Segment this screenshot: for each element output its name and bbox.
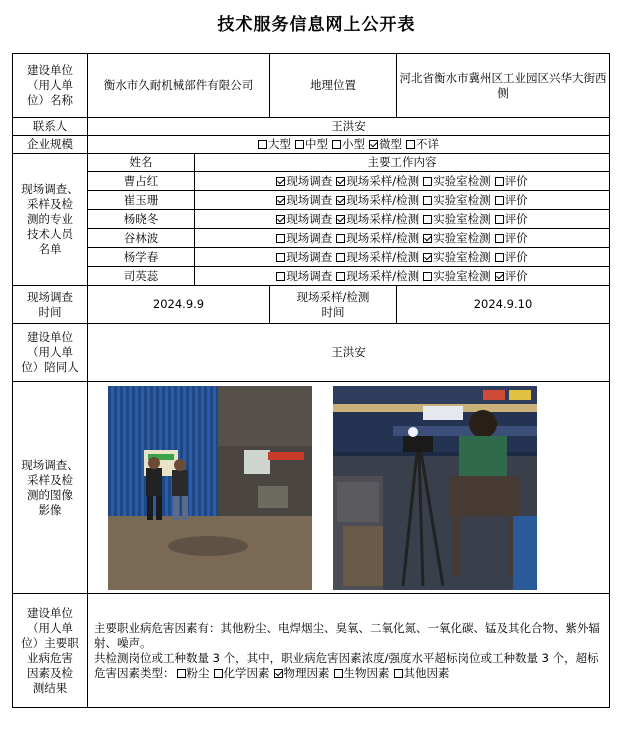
- hazard-type-option: [394, 666, 450, 680]
- staff-row: [13, 267, 610, 286]
- unchecked-box-icon: [258, 140, 267, 149]
- unchecked-box-icon: [276, 272, 285, 281]
- option-label: 物理因素: [283, 665, 330, 680]
- option-label: 小型: [342, 137, 365, 151]
- option-label: 实验室检测: [433, 211, 491, 226]
- unchecked-box-icon: [495, 196, 504, 205]
- staff-work: [195, 229, 610, 248]
- option-label: 评价: [504, 211, 528, 226]
- work-option: [423, 174, 491, 188]
- unchecked-box-icon: [336, 234, 345, 243]
- images-cell: [88, 382, 610, 594]
- checked-box-icon: [274, 669, 283, 678]
- scale-option: [406, 137, 439, 151]
- option-label: 现场采样/检测: [346, 173, 420, 188]
- site-photo-warehouse: [108, 386, 312, 590]
- option-label: 实验室检测: [433, 268, 491, 283]
- scale-option: [258, 137, 291, 151]
- conclusion-line2-text: 共检测岗位或工种数量 3 个，其中，职业病危害因素浓度/强度水平超标岗位或工种数量 3 个，超标危害因素类型：: [94, 650, 599, 680]
- option-label: 评价: [504, 249, 528, 264]
- hazard-type-option: [177, 666, 210, 680]
- contact-label: 联系人: [13, 118, 88, 136]
- staff-row: [13, 229, 610, 248]
- unchecked-box-icon: [276, 234, 285, 243]
- scale-option: [295, 137, 328, 151]
- info-table: [12, 53, 610, 708]
- work-option: [276, 231, 332, 245]
- scale-option: [369, 137, 402, 151]
- scale-label: 企业规模: [13, 136, 88, 154]
- work-option: [495, 174, 528, 188]
- work-option: [423, 212, 491, 226]
- work-option: [336, 231, 419, 245]
- work-option: [336, 269, 419, 283]
- unchecked-box-icon: [336, 272, 345, 281]
- escort-value: 王洪安: [88, 324, 610, 382]
- work-option: [423, 231, 491, 245]
- unchecked-box-icon: [214, 669, 223, 678]
- staff-name: 杨晓冬: [88, 210, 195, 229]
- unchecked-box-icon: [332, 140, 341, 149]
- staff-row: [13, 172, 610, 191]
- staff-label: 现场调查、 采样及检 测的专业 技术人员 名单: [13, 154, 88, 286]
- work-option: [336, 174, 419, 188]
- option-label: 粉尘: [186, 665, 210, 680]
- option-label: 其他因素: [403, 665, 450, 680]
- checked-box-icon: [276, 177, 285, 186]
- checked-box-icon: [336, 177, 345, 186]
- option-label: 现场采样/检测: [346, 230, 420, 245]
- option-label: 化学因素: [223, 665, 270, 680]
- option-label: 中型: [305, 137, 328, 151]
- staff-row: [13, 248, 610, 267]
- unit-label: 建设单位 （用人单 位）名称: [13, 54, 88, 118]
- work-option: [495, 212, 528, 226]
- option-label: 实验室检测: [433, 192, 491, 207]
- contact-value: 王洪安: [88, 118, 610, 136]
- staff-work: [195, 172, 610, 191]
- option-label: 现场调查: [286, 192, 333, 207]
- staff-work: [195, 191, 610, 210]
- option-label: 不详: [416, 137, 439, 151]
- unchecked-box-icon: [495, 253, 504, 262]
- work-column-header: 主要工作内容: [195, 154, 610, 172]
- hazard-type-option: [334, 666, 390, 680]
- hazard-type-options: [175, 666, 452, 680]
- work-option: [276, 212, 332, 226]
- sampling-time-label: 现场采样/检测 时间: [270, 286, 397, 324]
- checked-box-icon: [336, 215, 345, 224]
- unchecked-box-icon: [177, 669, 186, 678]
- page-title: 技术服务信息网上公开表: [217, 15, 416, 35]
- conclusion-cell: [88, 594, 610, 708]
- staff-work: [195, 210, 610, 229]
- work-option: [495, 231, 528, 245]
- checked-box-icon: [336, 196, 345, 205]
- work-option: [495, 193, 528, 207]
- work-option: [336, 212, 419, 226]
- option-label: 实验室检测: [433, 249, 491, 264]
- option-label: 实验室检测: [433, 173, 491, 188]
- option-label: 评价: [504, 268, 528, 283]
- hazard-type-option: [214, 666, 270, 680]
- staff-name: 司英蕊: [88, 267, 195, 286]
- checked-box-icon: [276, 196, 285, 205]
- checked-box-icon: [276, 215, 285, 224]
- work-option: [276, 193, 332, 207]
- option-label: 实验室检测: [433, 230, 491, 245]
- option-label: 现场采样/检测: [346, 192, 420, 207]
- conclusion-label: 建设单位 （用人单 位）主要职 业病危害 因素及检 测结果: [13, 594, 88, 708]
- option-label: 现场调查: [286, 230, 333, 245]
- checked-box-icon: [423, 234, 432, 243]
- unchecked-box-icon: [495, 215, 504, 224]
- option-label: 现场调查: [286, 249, 333, 264]
- option-label: 大型: [268, 137, 291, 151]
- staff-name: 曹占红: [88, 172, 195, 191]
- work-option: [276, 174, 332, 188]
- unchecked-box-icon: [276, 253, 285, 262]
- staff-work: [195, 267, 610, 286]
- sampling-date: 2024.9.10: [397, 286, 610, 324]
- staff-name: 谷林波: [88, 229, 195, 248]
- checked-box-icon: [423, 253, 432, 262]
- checked-box-icon: [495, 272, 504, 281]
- unchecked-box-icon: [423, 272, 432, 281]
- images-label: 现场调查、 采样及检 测的图像 影像: [13, 382, 88, 594]
- location-value: 河北省衡水市冀州区工业园区兴华大街西侧: [397, 54, 610, 118]
- staff-name: 崔玉珊: [88, 191, 195, 210]
- option-label: 现场采样/检测: [346, 268, 420, 283]
- staff-work: [195, 248, 610, 267]
- option-label: 现场采样/检测: [346, 249, 420, 264]
- unchecked-box-icon: [423, 196, 432, 205]
- staff-row: [13, 191, 610, 210]
- option-label: 现场采样/检测: [346, 211, 420, 226]
- staff-row: [13, 210, 610, 229]
- option-label: 现场调查: [286, 268, 333, 283]
- unchecked-box-icon: [394, 669, 403, 678]
- staff-name: 杨学春: [88, 248, 195, 267]
- work-option: [276, 250, 332, 264]
- scale-options: [88, 136, 610, 154]
- work-option: [423, 269, 491, 283]
- unit-name: 衡水市久耐机械部件有限公司: [88, 54, 270, 118]
- location-label: 地理位置: [270, 54, 397, 118]
- unchecked-box-icon: [495, 177, 504, 186]
- work-option: [495, 269, 528, 283]
- option-label: 现场调查: [286, 173, 333, 188]
- checked-box-icon: [369, 140, 378, 149]
- option-label: 现场调查: [286, 211, 333, 226]
- name-column-header: 姓名: [88, 154, 195, 172]
- work-option: [495, 250, 528, 264]
- unchecked-box-icon: [495, 234, 504, 243]
- option-label: 生物因素: [343, 665, 390, 680]
- unchecked-box-icon: [295, 140, 304, 149]
- unchecked-box-icon: [336, 253, 345, 262]
- conclusion-line2: [94, 651, 603, 681]
- unchecked-box-icon: [423, 177, 432, 186]
- escort-label: 建设单位 （用人单 位）陪同人: [13, 324, 88, 382]
- site-photo-sampling: [333, 386, 537, 590]
- option-label: 评价: [504, 173, 528, 188]
- unchecked-box-icon: [406, 140, 415, 149]
- option-label: 评价: [504, 230, 528, 245]
- work-option: [423, 193, 491, 207]
- option-label: 评价: [504, 192, 528, 207]
- conclusion-line1: 主要职业病危害因素有：其他粉尘、电焊烟尘、臭氧、二氧化氮、一氧化碳、锰及其化合物、紫外辐射、噪声。: [94, 620, 600, 650]
- work-option: [276, 269, 332, 283]
- scale-option: [332, 137, 365, 151]
- hazard-type-option: [274, 666, 330, 680]
- work-option: [423, 250, 491, 264]
- work-option: [336, 193, 419, 207]
- survey-date: 2024.9.9: [88, 286, 270, 324]
- survey-time-label: 现场调查 时间: [13, 286, 88, 324]
- option-label: 微型: [379, 137, 402, 151]
- unchecked-box-icon: [334, 669, 343, 678]
- unchecked-box-icon: [423, 215, 432, 224]
- work-option: [336, 250, 419, 264]
